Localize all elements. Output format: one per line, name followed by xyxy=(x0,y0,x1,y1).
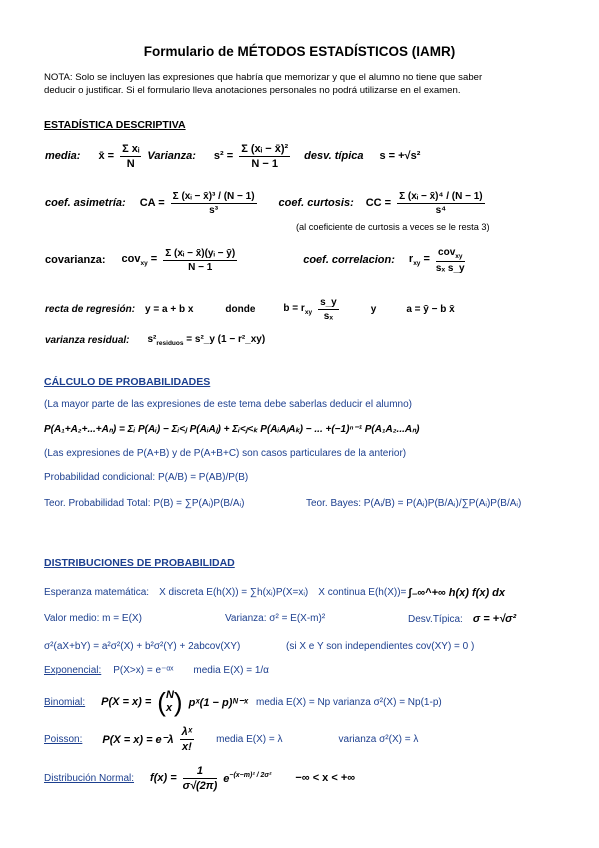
desv-tipica-row xyxy=(408,613,516,625)
binomial-lhs: P(X = x) = xyxy=(101,696,152,708)
normal-label: Distribución Normal: xyxy=(44,772,135,784)
exponencial-formula: P(X>x) = e⁻ᵅˣ xyxy=(113,665,174,676)
row-regresion xyxy=(45,292,455,326)
corr-cov-sub: xy xyxy=(455,252,463,260)
regresion-label: recta de regresión: xyxy=(45,303,136,315)
normal-range: −∞ < x < +∞ xyxy=(295,772,356,784)
heading-distribuciones: DISTRIBUCIONES DE PROBABILIDAD xyxy=(44,557,235,569)
regresion-formula: y = a + b x xyxy=(145,303,194,315)
curtosis-fraction xyxy=(397,191,485,216)
media-denominator: N xyxy=(126,157,135,170)
varianza-lineal-note: (si X e Y son independientes cov(XY) = 0 ) xyxy=(286,641,475,652)
correlacion-denominator: sₓ s_y xyxy=(435,262,465,274)
esperanza-label: Esperanza matemática: xyxy=(44,587,150,598)
normal-fraction xyxy=(183,765,218,792)
correlacion-label: coef. correlacion: xyxy=(303,254,395,266)
poisson-varianza: varianza σ²(X) = λ xyxy=(338,733,419,745)
varianza-label: Varianza: xyxy=(147,150,196,162)
union-formula: P(A₁+A₂+...+Aₙ) = Σᵢ P(Aᵢ) − Σᵢ<ⱼ P(AᵢAⱼ) + Σᵢ<ⱼ<ₖ P(AᵢAⱼAₖ) − ... +(−1)ⁿ⁻¹ P(A₁A₂...Aₙ) xyxy=(44,424,420,435)
row-esperanza xyxy=(44,586,505,599)
curtosis-denominator: s⁴ xyxy=(435,204,447,216)
esperanza-discreta: X discreta E(h(X)) = ∑h(xᵢ)P(X=xᵢ) xyxy=(159,587,309,598)
desv-formula: s = +√s² xyxy=(379,150,421,162)
exponencial-label: Exponencial: xyxy=(44,665,102,676)
residual-formula xyxy=(147,334,265,347)
varianza-lineal: σ²(aX+bY) = a²σ²(X) + b²σ²(Y) + 2abcov(XY) xyxy=(44,641,241,652)
asimetria-numerator: Σ (xᵢ − x̄)³ / (N − 1) xyxy=(172,190,255,202)
regresion-b-fraction xyxy=(318,297,339,322)
poisson-label: Poisson: xyxy=(44,733,83,745)
heading-probabilidades: CÁLCULO DE PROBABILIDADES xyxy=(44,376,211,388)
cov-subscript: xy xyxy=(140,260,148,267)
page-title: Formulario de MÉTODOS ESTADÍSTICOS (IAMR) xyxy=(143,44,456,59)
varianza-lhs: s² = xyxy=(213,150,234,162)
covarianza-denominator: N − 1 xyxy=(188,261,213,273)
regresion-y: y xyxy=(370,303,377,315)
residual-lhs: s² xyxy=(147,333,157,345)
asimetria-fraction xyxy=(171,191,257,216)
normal-exponent: −(x−m)² / 2σ² xyxy=(229,771,272,779)
binomial-coefficient-stack xyxy=(166,689,174,714)
media-lhs: x̄ = xyxy=(98,150,115,162)
cases-note: (Las expresiones de P(A+B) y de P(A+B+C) son casos particulares de la anterior) xyxy=(44,448,407,459)
poisson-denominator: x! xyxy=(181,740,192,753)
curtosis-label: coef. curtosis: xyxy=(278,197,354,209)
curtosis-lhs: CC = xyxy=(365,197,392,209)
media-label: media: xyxy=(45,150,81,162)
bayes: Teor. Bayes: P(Aᵢ/B) = P(Aᵢ)P(B/Aᵢ)/∑P(Aᵢ)P(B/Aᵢ) xyxy=(306,498,522,509)
row-asimetria-curtosis xyxy=(45,183,485,223)
normal-lhs: f(x) = xyxy=(150,772,177,784)
desv-tipica-label: Desv.Típica: xyxy=(408,613,463,625)
normal-exp xyxy=(223,772,271,785)
curtosis-note: (al coeficiente de curtosis a veces se le resta 3) xyxy=(296,222,490,232)
covarianza-lhs xyxy=(122,253,158,267)
residual-rhs: = s²_y (1 − r²_xy) xyxy=(186,333,266,345)
binomial-label: Binomial: xyxy=(44,696,86,708)
r-symbol: r xyxy=(408,253,414,265)
binomial-stats: media E(X) = Np varianza σ²(X) = Np(1-p) xyxy=(256,696,442,708)
esperanza-continua: X continua E(h(X))= xyxy=(318,587,407,598)
row-covarianza xyxy=(45,240,465,280)
b-sub: xy xyxy=(304,308,313,316)
varianza-fraction xyxy=(239,143,290,170)
probabilidad-total: Teor. Probabilidad Total: P(B) = ∑P(Aᵢ)P(B/Aᵢ) xyxy=(44,498,245,509)
varianza-numerator: Σ (xᵢ − x̄)² xyxy=(241,142,289,155)
asimetria-lhs: CA = xyxy=(139,197,165,209)
binomial-rhs: pˣ(1 − p)ᴺ⁻ˣ xyxy=(188,696,249,709)
regresion-b xyxy=(283,303,312,316)
note-line-2: deducir o justificar. Si el formulario lleva anotaciones personales no podrá utilizarse en el examen. xyxy=(44,85,461,96)
regresion-b-denominator: sₓ xyxy=(323,310,334,322)
row-binomial xyxy=(44,682,442,722)
row-poisson xyxy=(44,722,418,756)
poisson-lhs: P(X = x) = e⁻λ xyxy=(102,733,174,746)
asimetria-denominator: s³ xyxy=(209,204,219,216)
residual-label: varianza residual: xyxy=(45,334,130,346)
desv-label: desv. típica xyxy=(304,150,364,162)
desv-tipica-formula: σ = +√σ² xyxy=(472,613,517,625)
cov-symbol: cov xyxy=(121,253,141,265)
media-numerator: Σ xᵢ xyxy=(122,142,140,155)
r-subscript: xy xyxy=(413,260,421,267)
valor-medio: Valor medio: m = E(X) xyxy=(44,613,142,624)
row-normal xyxy=(44,760,355,796)
corr-cov: cov xyxy=(438,246,456,258)
covarianza-label: covarianza: xyxy=(45,254,106,266)
esperanza-integral: ∫₋∞^+∞ h(x) f(x) dx xyxy=(408,587,506,599)
correlacion-lhs xyxy=(409,253,430,267)
covarianza-fraction xyxy=(163,248,237,273)
row-varianza-residual xyxy=(45,330,265,350)
normal-denominator: σ√(2π) xyxy=(182,779,218,792)
covarianza-numerator: Σ (xᵢ − x̄)(yᵢ − ȳ) xyxy=(165,247,236,259)
binomial-bottom: x xyxy=(165,702,173,714)
varianza-denominator: N − 1 xyxy=(251,157,278,170)
binomial-top: N xyxy=(165,689,174,702)
varianza-dist: Varianza: σ² = E(X-m)² xyxy=(225,613,326,624)
regresion-donde: donde xyxy=(225,303,256,315)
poisson-fraction xyxy=(180,726,195,753)
row-media-varianza xyxy=(45,136,420,176)
probabilidades-intro: (La mayor parte de las expresiones de este tema debe saberlas deducir el alumno) xyxy=(44,399,412,410)
note-line-1: NOTA: Solo se incluyen las expresiones que habría que memorizar y que el alumno no tiene que saber xyxy=(44,72,483,83)
heading-descriptiva: ESTADÍSTICA DESCRIPTIVA xyxy=(44,119,186,131)
r-equals: = xyxy=(423,253,430,265)
row-exponencial xyxy=(44,665,269,676)
residual-sub: residuos xyxy=(156,339,184,347)
curtosis-numerator: Σ (xᵢ − x̄)⁴ / (N − 1) xyxy=(399,190,483,202)
regresion-a: a = ȳ − b x̄ xyxy=(406,303,455,315)
regresion-b-numerator: s_y xyxy=(320,296,337,308)
poisson-media: media E(X) = λ xyxy=(216,733,283,745)
normal-numerator: 1 xyxy=(183,765,218,779)
binomial-coefficient: ( N x ) xyxy=(157,687,183,717)
cov-equals: = xyxy=(150,253,158,265)
condicional: Probabilidad condicional: P(A/B) = P(AB)/P(B) xyxy=(44,472,249,483)
exponencial-media: media E(X) = 1/α xyxy=(193,665,269,676)
correlacion-fraction xyxy=(436,247,465,274)
media-fraction xyxy=(120,143,141,170)
correlacion-numerator xyxy=(436,247,465,262)
poisson-numerator: λˣ xyxy=(181,725,193,738)
normal-e: e xyxy=(223,772,230,785)
b-eq: b = r xyxy=(283,302,305,314)
asimetria-label: coef. asimetría: xyxy=(45,197,126,209)
